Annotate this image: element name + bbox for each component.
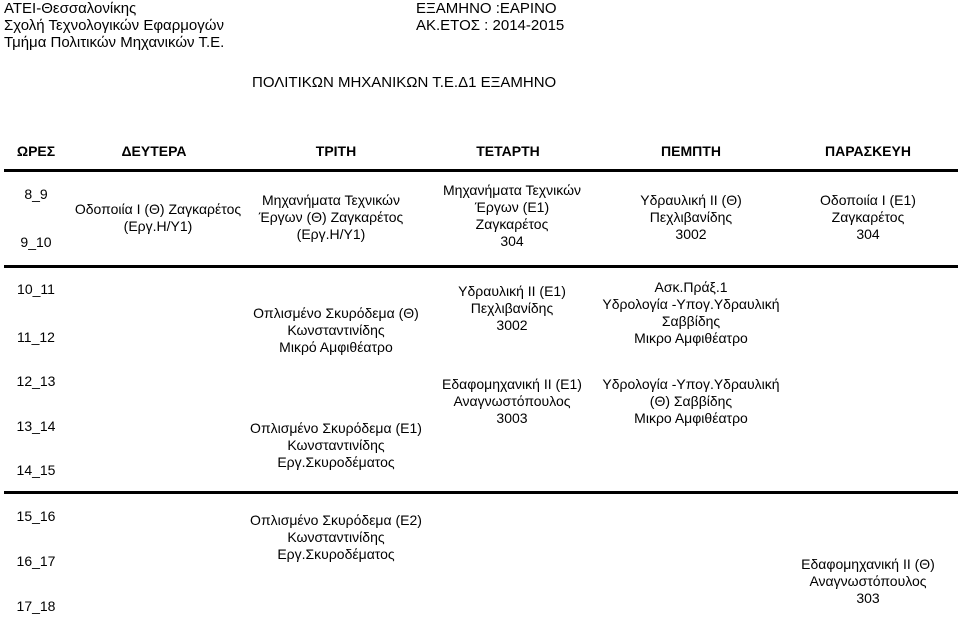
course-cell-friday-8: Οδοποιία Ι (Ε1) Ζαγκαρέτος 304 xyxy=(820,192,916,242)
time-slot: 8_9 xyxy=(24,186,48,202)
course-cell-monday-8: Οδοποιία Ι (Θ) Ζαγκαρέτος (Εργ.Η/Υ1) xyxy=(74,201,242,234)
column-header-friday: ΠΑΡΑΣΚΕΥΗ xyxy=(825,143,911,159)
time-slot: 10_11 xyxy=(17,281,55,297)
course-cell-tuesday-13: Οπλισμένο Σκυρόδεμα (Ε1) Κωνσταντινίδης Εργ.Σκυροδέματος xyxy=(250,420,422,470)
page-title: ΠΟΛΙΤΙΚΩΝ ΜΗΧΑΝΙΚΩΝ Τ.Ε.Δ1 ΕΞΑΜΗΝΟ xyxy=(252,74,557,91)
term-header xyxy=(416,0,564,34)
column-header-thursday: ΠΕΜΠΤΗ xyxy=(661,143,721,159)
course-cell-friday-16: Εδαφομηχανική ΙΙ (Θ) Αναγνωστόπουλος 303 xyxy=(801,556,935,606)
academic-year-label: ΑΚ.ΕΤΟΣ : 2014-2015 xyxy=(416,17,565,34)
institution-name: ΑΤΕΙ-Θεσσαλονίκης xyxy=(4,0,137,17)
course-cell-wednesday-10: Υδραυλική ΙΙ (Ε1) Πεχλιβανίδης 3002 xyxy=(458,283,566,333)
row-divider xyxy=(4,169,958,172)
time-slot: 9_10 xyxy=(20,234,52,250)
column-header-monday: ΔΕΥΤΕΡΑ xyxy=(121,143,187,159)
institution-header xyxy=(4,0,224,51)
time-slot: 14_15 xyxy=(16,462,56,478)
time-slot: 17_18 xyxy=(16,598,56,614)
column-header-tuesday: ΤΡΙΤΗ xyxy=(315,143,357,159)
semester-label: ΕΞΑΜΗΝΟ :ΕΑΡΙΝΟ xyxy=(416,0,557,17)
column-header-wednesday: ΤΕΤΑΡΤΗ xyxy=(476,143,540,159)
department-name: Τμήμα Πολιτικών Μηχανικών Τ.Ε. xyxy=(4,34,225,51)
time-slot: 15_16 xyxy=(16,508,56,524)
course-cell-thursday-10: Ασκ.Πράξ.1 Υδρολογία -Υπογ.Υδραυλική Σαββίδης Μικρο Αμφιθέατρο xyxy=(602,279,780,346)
time-slot: 16_17 xyxy=(16,553,56,569)
time-slot: 13_14 xyxy=(16,418,56,434)
course-cell-wednesday-8: Μηχανήματα Τεχνικών Έργων (Ε1) Ζαγκαρέτος 304 xyxy=(443,182,581,249)
row-divider xyxy=(4,265,958,268)
course-cell-tuesday-8: Μηχανήματα Τεχνικών Έργων (Θ) Ζαγκαρέτος (Εργ.Η/Υ1) xyxy=(258,192,404,242)
course-cell-thursday-8: Υδραυλική ΙΙ (Θ) Πεχλιβανίδης 3002 xyxy=(640,192,742,242)
course-cell-tuesday-15: Οπλισμένο Σκυρόδεμα (Ε2) Κωνσταντινίδης Εργ.Σκυροδέματος xyxy=(250,512,422,562)
school-name: Σχολή Τεχνολογικών Εφαρμογών xyxy=(4,17,224,34)
course-cell-tuesday-10: Οπλισμένο Σκυρόδεμα (Θ) Κωνσταντινίδης Μικρό Αμφιθέατρο xyxy=(253,305,419,355)
time-slot: 11_12 xyxy=(17,329,55,345)
row-divider xyxy=(4,491,958,494)
column-header-hours: ΩΡΕΣ xyxy=(16,143,56,159)
course-cell-wednesday-12: Εδαφομηχανική ΙΙ (Ε1) Αναγνωστόπουλος 3003 xyxy=(442,376,582,426)
time-slot: 12_13 xyxy=(16,373,56,389)
course-cell-thursday-12: Υδρολογία -Υπογ.Υδραυλική (Θ) Σαββίδης Μικρο Αμφιθέατρο xyxy=(602,376,780,426)
